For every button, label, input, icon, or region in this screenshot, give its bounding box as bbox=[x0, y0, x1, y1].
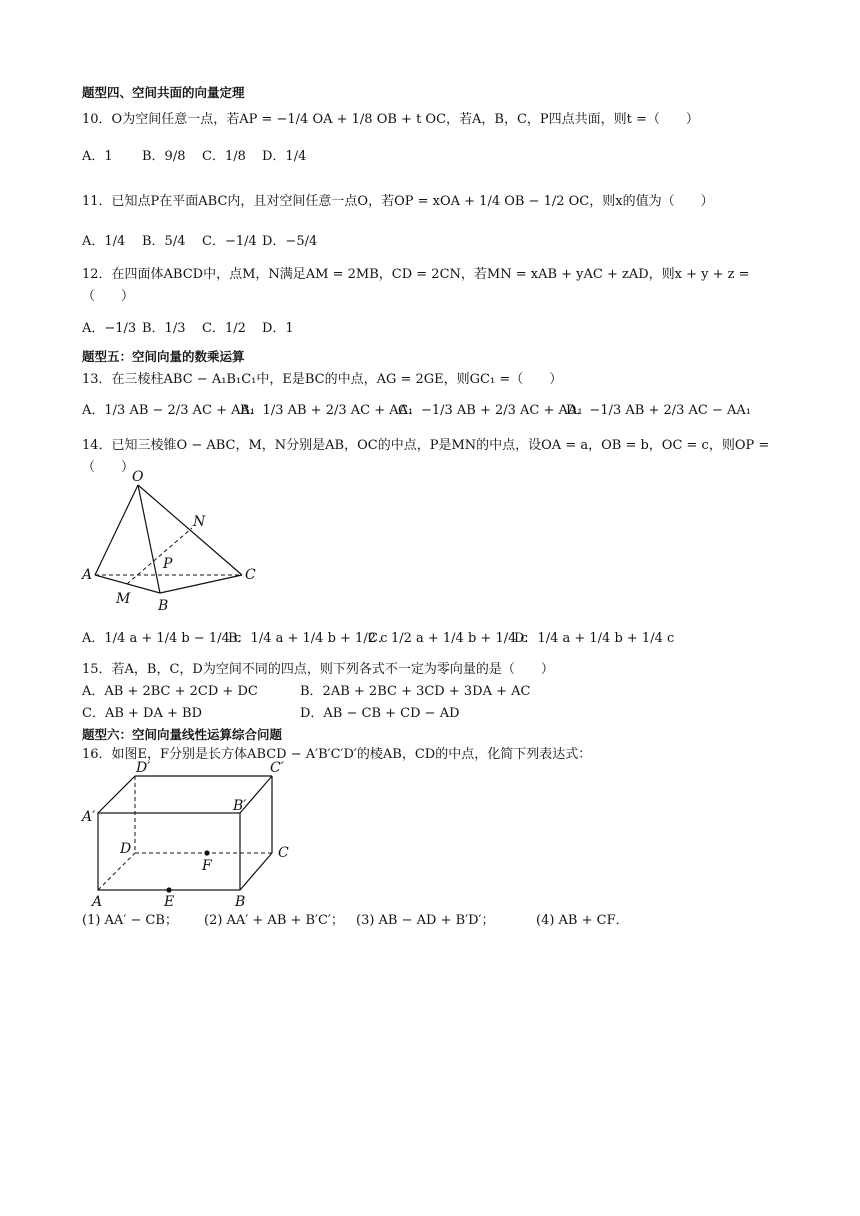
q14-option-d: D．1/4 a + 1/4 b + 1/4 c bbox=[514, 631, 675, 646]
q13-stem: 13．在三棱柱ABC − A₁B₁C₁中，E是BC的中点，AG = 2GE，则GC₁ =（ ） bbox=[82, 372, 563, 387]
label-c-prime: C′ bbox=[270, 760, 284, 776]
q16-part-3: (3) AB − AD + B′D′； bbox=[356, 913, 495, 928]
q16-part-4: (4) AB + CF． bbox=[536, 913, 629, 928]
label-p: P bbox=[163, 556, 173, 572]
q11-option-a: A．1/4 bbox=[82, 234, 126, 249]
label-o: O bbox=[132, 470, 144, 485]
q13-option-a: A．1/3 AB − 2/3 AC + AA₁ bbox=[82, 403, 256, 418]
section-4-heading: 题型四、空间共面的向量定理 bbox=[82, 85, 245, 100]
q10-option-a: A．1 bbox=[82, 149, 113, 164]
q16-part-1: (1) AA′ − CB； bbox=[82, 913, 178, 928]
q12-option-d: D．1 bbox=[262, 321, 294, 336]
label-e: E bbox=[164, 894, 175, 908]
section-5-heading: 题型五：空间向量的数乘运算 bbox=[82, 349, 245, 364]
label-a: A bbox=[92, 894, 103, 908]
q10-option-d: D．1/4 bbox=[262, 149, 307, 164]
label-n: N bbox=[193, 514, 206, 530]
q10-option-b: B．9/8 bbox=[142, 149, 186, 164]
label-b: B bbox=[235, 894, 246, 908]
section-6-heading: 题型六：空间向量线性运算综合问题 bbox=[82, 727, 283, 742]
tetrahedron-labels bbox=[80, 470, 256, 614]
q15-option-a: A．AB + 2BC + 2CD + DC bbox=[82, 684, 258, 699]
q12-answer-blank: （ ） bbox=[82, 289, 135, 304]
q12-option-c: C．1/2 bbox=[202, 321, 246, 336]
q10-option-c: C．1/8 bbox=[202, 149, 246, 164]
tetrahedron-figure bbox=[80, 470, 270, 620]
q14-option-c: C．1/2 a + 1/4 b + 1/4 c bbox=[368, 631, 528, 646]
q13-option-b: B．1/3 AB + 2/3 AC + AA₁ bbox=[240, 403, 414, 418]
q12-option-a: A．−1/3 bbox=[82, 321, 137, 336]
label-b: B bbox=[158, 598, 169, 614]
q14-option-a: A．1/4 a + 1/4 b − 1/4 c bbox=[82, 631, 242, 646]
q13-option-d: D．−1/3 AB + 2/3 AC − AA₁ bbox=[566, 403, 752, 418]
q15-stem: 15．若A，B，C，D为空间不同的四点，则下列各式不一定为零向量的是（ ） bbox=[82, 662, 554, 677]
q14-option-b: B．1/4 a + 1/4 b + 1/2 c bbox=[228, 631, 388, 646]
q12-option-b: B．1/3 bbox=[142, 321, 186, 336]
q16-stem: 16．如图E，F分别是长方体ABCD − A′B′C′D′的棱AB，CD的中点，化简下列表达式： bbox=[82, 747, 592, 762]
q14-answer-blank: （ ） bbox=[82, 460, 135, 475]
q11-stem: 11．已知点P在平面ABC内，且对空间任意一点O，若OP = xOA + 1/4 OB − 1/2 OC，则x的值为（ ） bbox=[82, 194, 714, 209]
q15-option-d: D．AB − CB + CD − AD bbox=[300, 706, 460, 721]
cuboid-figure bbox=[80, 758, 300, 908]
cuboid-labels bbox=[80, 760, 289, 908]
label-a: A bbox=[82, 567, 93, 583]
q16-part-2: (2) AA′ + AB + B′C′； bbox=[204, 913, 344, 928]
q11-option-b: B．5/4 bbox=[142, 234, 186, 249]
label-f: F bbox=[202, 858, 212, 874]
q14-stem: 14．已知三棱锥O − ABC，M，N分别是AB，OC的中点，P是MN的中点，设OA = a，OB = b，OC = c，则OP = bbox=[82, 438, 770, 453]
label-d-prime: D′ bbox=[136, 760, 151, 776]
label-m: M bbox=[116, 591, 131, 607]
label-c: C bbox=[278, 845, 289, 861]
label-c: C bbox=[245, 567, 256, 583]
q15-option-c: C．AB + DA + BD bbox=[82, 706, 202, 721]
q12-stem: 12．在四面体ABCD中，点M，N满足AM = 2MB，CD = 2CN，若MN = xAB + yAC + zAD，则x + y + z = bbox=[82, 267, 750, 282]
q15-option-b: B．2AB + 2BC + 3CD + 3DA + AC bbox=[300, 684, 531, 699]
q11-option-c: C．−1/4 bbox=[202, 234, 257, 249]
label-d: D bbox=[120, 841, 132, 857]
label-b-prime: B′ bbox=[233, 798, 247, 814]
q10-stem: 10．O为空间任意一点，若AP = −1/4 OA + 1/8 OB + t OC，若A，B，C，P四点共面，则t =（ ） bbox=[82, 112, 699, 127]
q11-option-d: D．−5/4 bbox=[262, 234, 318, 249]
label-a-prime: A′ bbox=[82, 809, 96, 825]
q13-option-c: C．−1/3 AB + 2/3 AC + AA₁ bbox=[398, 403, 583, 418]
